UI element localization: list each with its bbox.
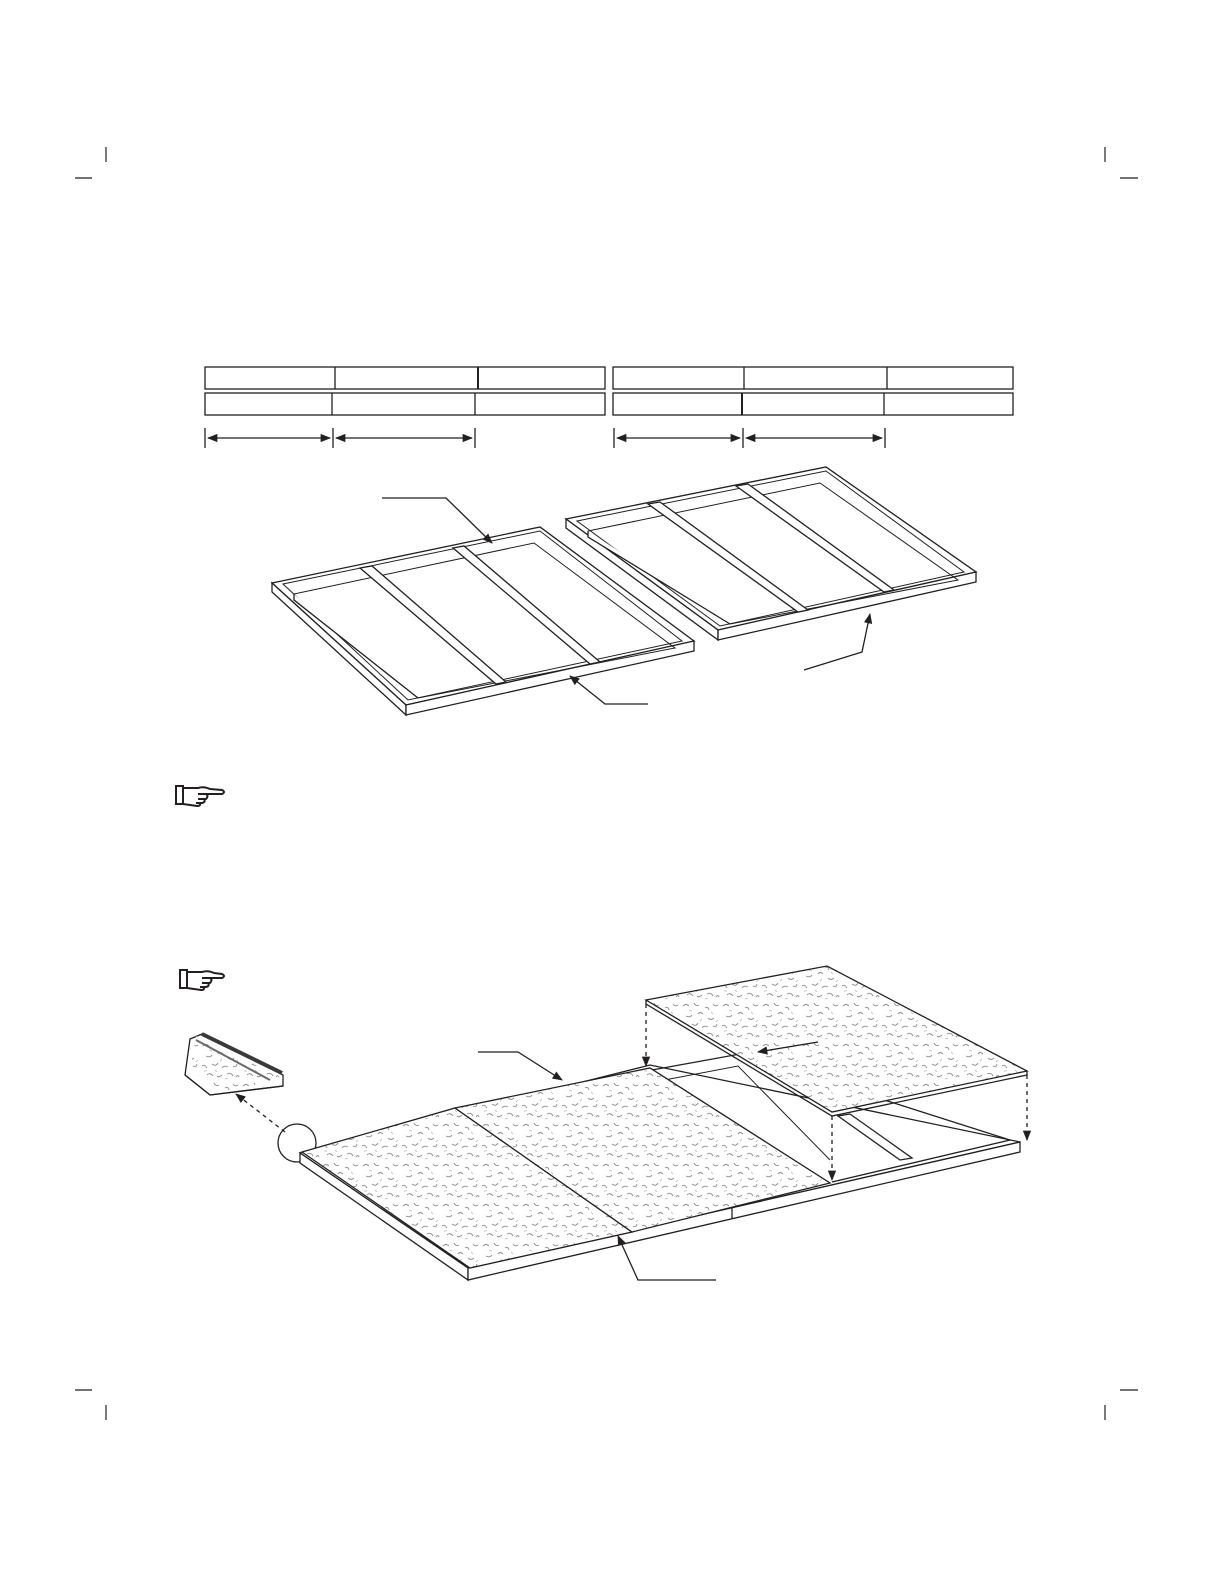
edge-detail-callout [185, 1034, 316, 1162]
leader-line-frame-front-right [804, 614, 870, 670]
layout-bar-left-bottom [205, 393, 605, 415]
detail-arrow [236, 1094, 285, 1132]
layout-bar-left-top [205, 367, 605, 389]
pointing-hand-icon [180, 970, 224, 990]
leader-line-frame-front-left [570, 676, 648, 704]
leader-line-frame-front [618, 1236, 716, 1280]
layout-bars [205, 367, 1013, 415]
dimension-arrows [205, 428, 885, 448]
leader-line-frame-top [382, 498, 492, 543]
figure-2-floor-panels [185, 966, 1027, 1280]
note-icon-2 [180, 970, 224, 990]
layout-bar-right-top [613, 367, 1013, 389]
layout-bar-right-bottom [613, 393, 1013, 415]
note-icon-1 [176, 786, 224, 806]
pointing-hand-icon [176, 786, 224, 806]
leader-line-panel [478, 1052, 562, 1080]
figure-1-floor-frames [205, 367, 1013, 715]
